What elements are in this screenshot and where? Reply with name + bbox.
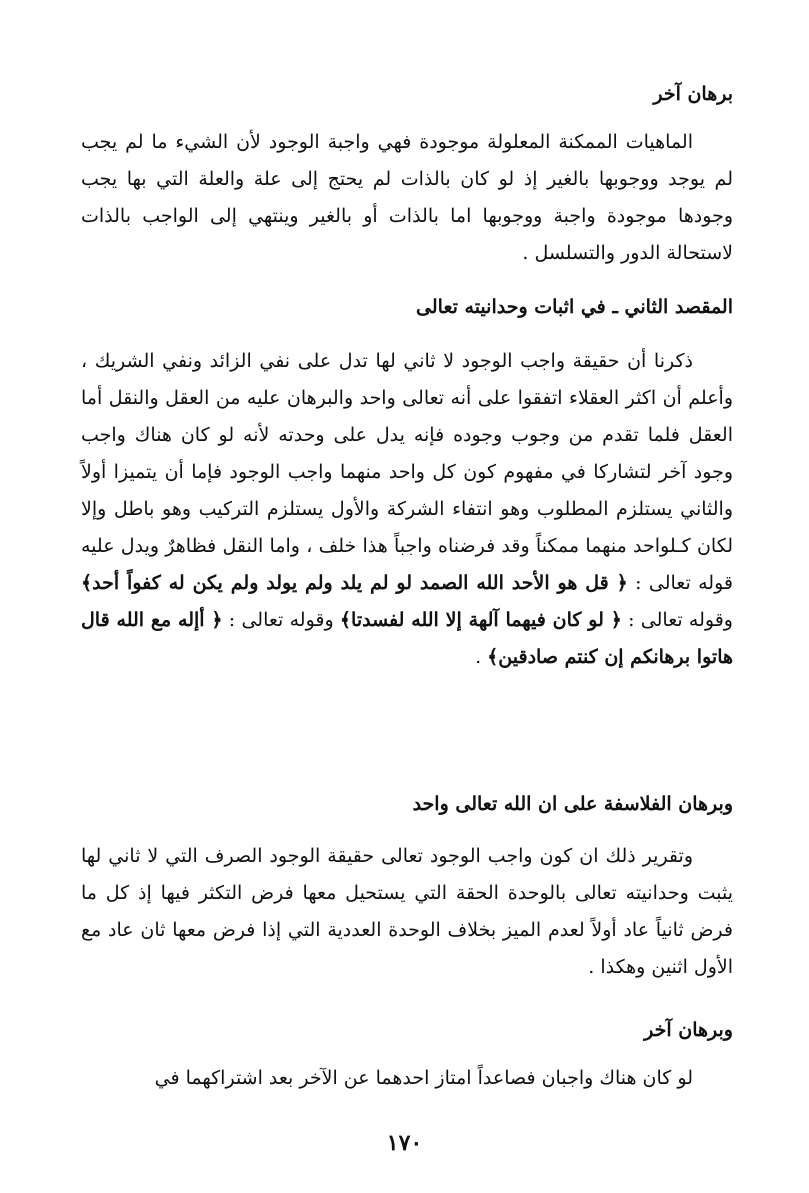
connector-text: وقوله تعالى :: [228, 609, 334, 631]
paragraph-pure-existence: وتقرير ذلك ان كون واجب الوجود تعالى حقيقة الوجود الصرف التي لا ثاني لها يثبت وحدانيته تعالى بالوحدة الحقة التي يستحيل معها فرض التكثر فيها إذ كل ما فرض ثانياً عاد أولاً لعدم الميز بخلاف الوحدة العددية التي إذا فرض معها ثان عاد مع الأول اثنين وهكذا .: [81, 845, 733, 978]
page-number: ١٧٠: [386, 1130, 423, 1156]
quran-verse-anbiya: ﴿ لو كان فيهما آلهة إلا الله لفسدتا﴾: [339, 609, 622, 631]
paragraph-contingent-quiddities: الماهيات الممكنة المعلولة موجودة فهي واجبة الوجود لأن الشيء ما لم يجب لم يوجد ووجوبها بالغير إذ لو كان بالذات لم يحتج إلى علة والعلة التي بها يجب وجودها موجودة واجبة ووجوبها اما بالذات أو بالغير وينتهي إلى الواجب بالذات لاستحالة الدور والتسلسل .: [81, 131, 733, 264]
section-heading-second-aim-oneness: المقصد الثاني ـ في اثبات وحدانيته تعالى: [416, 296, 733, 318]
section-heading-philosophers-proof: وبرهان الفلاسفة على ان الله تعالى واحد: [412, 793, 733, 815]
section-heading-and-another-proof: وبرهان آخر: [644, 1019, 733, 1041]
connector-text: وقوله تعالى :: [628, 609, 733, 631]
paragraph-oneness-proof: [81, 343, 733, 676]
paragraph-end: .: [475, 646, 482, 668]
paragraph-text: ذكرنا أن حقيقة واجب الوجود لا ثاني لها تدل على نفي الزائد ونفي الشريك ، وأعلم أن اكثر العقلاء اتفقوا على أنه تعالى واحد والبرهان عليه من العقل والنقل أما العقل فلما تقدم من وجوب وجوده فإنه يدل على وحدته لأنه لو كان هناك واجب وجود آخر لتشاركا في مفهوم كون كل واحد منهما واجب الوجود فإما أن يتميزا أولاً والثاني يستلزم المطلوب وهو انتفاء الشركة والأول يستلزم التركيب وهو باطل وإلا لكان كـلواحد منهما ممكناً وقد فرضناه واجباً هذا خلف ، واما النقل فظاهرٌ ويدل عليه قوله تعالى :: [81, 350, 733, 594]
paragraph-two-necessaries: لو كان هناك واجبان فصاعداً امتاز احدهما عن الآخر بعد اشتراكهما في: [154, 1067, 693, 1089]
quran-verse-naml: ﴿ أإله مع الله قال هاتوا برهانكم إن كنتم صادقين﴾: [81, 609, 733, 668]
section-heading-another-proof: برهان آخر: [653, 83, 733, 105]
quran-verse-ikhlas: ﴿ قل هو الأحد الله الصمد لو لم يلد ولم يولد ولم يكن له كفواً أحد﴾: [81, 572, 628, 594]
